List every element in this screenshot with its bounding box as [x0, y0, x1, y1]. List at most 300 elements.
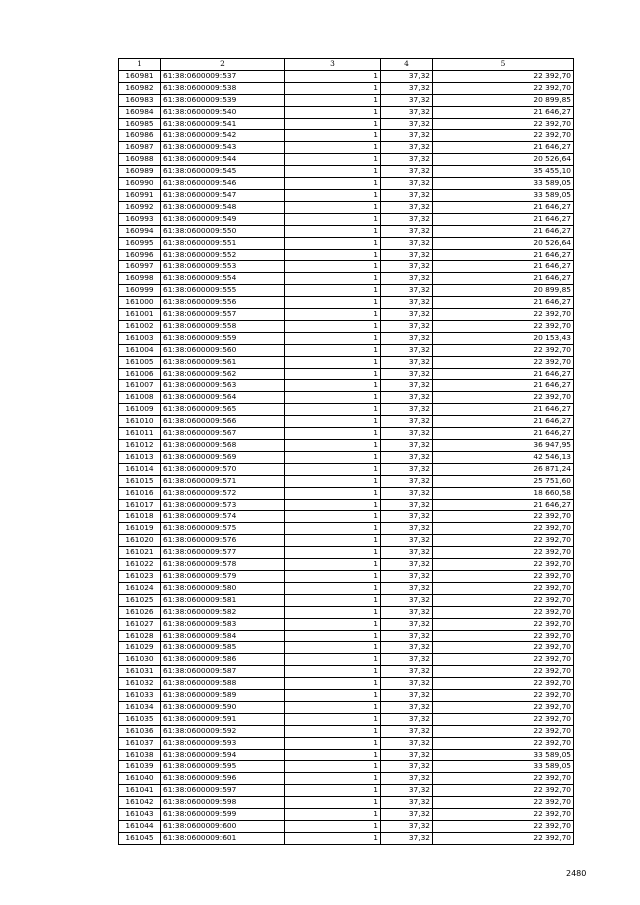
table-row: [119, 106, 574, 118]
value-cell: 22 392,70: [433, 344, 574, 356]
value-cell: 21 646,27: [433, 416, 574, 428]
count-cell: 1: [285, 463, 381, 475]
cadastral-number-cell: 61:38:0600009:557: [161, 309, 285, 321]
row-index-cell: 161029: [119, 642, 161, 654]
area-cell: 37,32: [381, 404, 433, 416]
table-row: [119, 701, 574, 713]
cadastral-number-cell: 61:38:0600009:585: [161, 642, 285, 654]
value-cell: 21 646,27: [433, 499, 574, 511]
cadastral-number-cell: 61:38:0600009:558: [161, 320, 285, 332]
row-index-cell: 161011: [119, 428, 161, 440]
cadastral-number-cell: 61:38:0600009:592: [161, 725, 285, 737]
value-cell: 21 646,27: [433, 201, 574, 213]
row-index-cell: 161027: [119, 618, 161, 630]
cadastral-number-cell: 61:38:0600009:573: [161, 499, 285, 511]
value-cell: 22 392,70: [433, 773, 574, 785]
cadastral-number-cell: 61:38:0600009:547: [161, 189, 285, 201]
table-row: [119, 749, 574, 761]
table-row: [119, 737, 574, 749]
table-row: [119, 273, 574, 285]
cadastral-number-cell: 61:38:0600009:568: [161, 440, 285, 452]
row-index-cell: 161000: [119, 297, 161, 309]
count-cell: 1: [285, 225, 381, 237]
cadastral-number-cell: 61:38:0600009:591: [161, 713, 285, 725]
count-cell: 1: [285, 499, 381, 511]
cadastral-number-cell: 61:38:0600009:579: [161, 570, 285, 582]
value-cell: 22 392,70: [433, 785, 574, 797]
count-cell: 1: [285, 701, 381, 713]
value-cell: 20 526,64: [433, 237, 574, 249]
area-cell: 37,32: [381, 309, 433, 321]
count-cell: 1: [285, 154, 381, 166]
count-cell: 1: [285, 725, 381, 737]
table-row: [119, 118, 574, 130]
table-row: [119, 678, 574, 690]
count-cell: 1: [285, 630, 381, 642]
row-index-cell: 161037: [119, 737, 161, 749]
count-cell: 1: [285, 261, 381, 273]
row-index-cell: 161032: [119, 678, 161, 690]
cadastral-number-cell: 61:38:0600009:552: [161, 249, 285, 261]
cadastral-number-cell: 61:38:0600009:584: [161, 630, 285, 642]
table-row: [119, 178, 574, 190]
cadastral-number-cell: 61:38:0600009:578: [161, 559, 285, 571]
value-cell: 22 392,70: [433, 392, 574, 404]
value-cell: 22 392,70: [433, 821, 574, 833]
value-cell: 22 392,70: [433, 630, 574, 642]
count-cell: 1: [285, 428, 381, 440]
area-cell: 37,32: [381, 785, 433, 797]
area-cell: 37,32: [381, 547, 433, 559]
cadastral-number-cell: 61:38:0600009:589: [161, 690, 285, 702]
count-cell: 1: [285, 297, 381, 309]
row-index-cell: 161007: [119, 380, 161, 392]
count-cell: 1: [285, 213, 381, 225]
table-row: [119, 725, 574, 737]
value-cell: 22 392,70: [433, 356, 574, 368]
value-cell: 22 392,70: [433, 309, 574, 321]
count-cell: 1: [285, 678, 381, 690]
count-cell: 1: [285, 761, 381, 773]
area-cell: 37,32: [381, 142, 433, 154]
cadastral-number-cell: 61:38:0600009:598: [161, 797, 285, 809]
value-cell: 22 392,70: [433, 618, 574, 630]
table-row: [119, 261, 574, 273]
count-cell: 1: [285, 690, 381, 702]
row-index-cell: 161031: [119, 666, 161, 678]
cadastral-number-cell: 61:38:0600009:594: [161, 749, 285, 761]
cadastral-number-cell: 61:38:0600009:561: [161, 356, 285, 368]
cadastral-number-cell: 61:38:0600009:543: [161, 142, 285, 154]
value-cell: 22 392,70: [433, 559, 574, 571]
column-header-5: 5: [433, 59, 574, 71]
table-row: [119, 475, 574, 487]
cadastral-number-cell: 61:38:0600009:538: [161, 82, 285, 94]
count-cell: 1: [285, 642, 381, 654]
area-cell: 37,32: [381, 94, 433, 106]
table-row: [119, 332, 574, 344]
row-index-cell: 161034: [119, 701, 161, 713]
value-cell: 25 751,60: [433, 475, 574, 487]
area-cell: 37,32: [381, 523, 433, 535]
value-cell: 22 392,70: [433, 570, 574, 582]
cadastral-number-cell: 61:38:0600009:565: [161, 404, 285, 416]
area-cell: 37,32: [381, 618, 433, 630]
area-cell: 37,32: [381, 630, 433, 642]
count-cell: 1: [285, 201, 381, 213]
value-cell: 18 660,58: [433, 487, 574, 499]
table-row: [119, 547, 574, 559]
area-cell: 37,32: [381, 451, 433, 463]
table-row: [119, 654, 574, 666]
column-header-1: 1: [119, 59, 161, 71]
row-index-cell: 161043: [119, 809, 161, 821]
count-cell: 1: [285, 273, 381, 285]
cadastral-number-cell: 61:38:0600009:554: [161, 273, 285, 285]
cadastral-number-cell: 61:38:0600009:580: [161, 582, 285, 594]
count-cell: 1: [285, 785, 381, 797]
table-body: [119, 70, 574, 844]
count-cell: 1: [285, 189, 381, 201]
count-cell: 1: [285, 737, 381, 749]
count-cell: 1: [285, 320, 381, 332]
area-cell: 37,32: [381, 428, 433, 440]
area-cell: 37,32: [381, 463, 433, 475]
table-row: [119, 297, 574, 309]
area-cell: 37,32: [381, 713, 433, 725]
area-cell: 37,32: [381, 725, 433, 737]
row-index-cell: 160988: [119, 154, 161, 166]
value-cell: 22 392,70: [433, 118, 574, 130]
table-row: [119, 356, 574, 368]
table-row: [119, 154, 574, 166]
column-header-3: 3: [285, 59, 381, 71]
table-row: [119, 618, 574, 630]
table-row: [119, 761, 574, 773]
data-table: [118, 58, 574, 845]
row-index-cell: 160984: [119, 106, 161, 118]
value-cell: 22 392,70: [433, 713, 574, 725]
row-index-cell: 161005: [119, 356, 161, 368]
value-cell: 35 455,10: [433, 166, 574, 178]
area-cell: 37,32: [381, 106, 433, 118]
count-cell: 1: [285, 451, 381, 463]
value-cell: 22 392,70: [433, 511, 574, 523]
cadastral-number-cell: 61:38:0600009:546: [161, 178, 285, 190]
table-row: [119, 249, 574, 261]
table-row: [119, 606, 574, 618]
cadastral-number-cell: 61:38:0600009:562: [161, 368, 285, 380]
value-cell: 22 392,70: [433, 70, 574, 82]
count-cell: 1: [285, 535, 381, 547]
area-cell: 37,32: [381, 809, 433, 821]
table-row: [119, 237, 574, 249]
count-cell: 1: [285, 94, 381, 106]
column-header-2: 2: [161, 59, 285, 71]
cadastral-number-cell: 61:38:0600009:571: [161, 475, 285, 487]
area-cell: 37,32: [381, 761, 433, 773]
table-row: [119, 487, 574, 499]
cadastral-number-cell: 61:38:0600009:542: [161, 130, 285, 142]
value-cell: 20 899,85: [433, 94, 574, 106]
table-row: [119, 320, 574, 332]
count-cell: 1: [285, 773, 381, 785]
count-cell: 1: [285, 832, 381, 844]
count-cell: 1: [285, 618, 381, 630]
value-cell: 22 392,70: [433, 320, 574, 332]
area-cell: 37,32: [381, 440, 433, 452]
count-cell: 1: [285, 594, 381, 606]
value-cell: 21 646,27: [433, 249, 574, 261]
table-row: [119, 523, 574, 535]
value-cell: 22 392,70: [433, 642, 574, 654]
cadastral-number-cell: 61:38:0600009:556: [161, 297, 285, 309]
value-cell: 22 392,70: [433, 82, 574, 94]
cadastral-number-cell: 61:38:0600009:566: [161, 416, 285, 428]
count-cell: 1: [285, 797, 381, 809]
row-index-cell: 161012: [119, 440, 161, 452]
area-cell: 37,32: [381, 642, 433, 654]
area-cell: 37,32: [381, 582, 433, 594]
row-index-cell: 161019: [119, 523, 161, 535]
row-index-cell: 161026: [119, 606, 161, 618]
cadastral-number-cell: 61:38:0600009:567: [161, 428, 285, 440]
row-index-cell: 160989: [119, 166, 161, 178]
value-cell: 22 392,70: [433, 130, 574, 142]
value-cell: 20 899,85: [433, 285, 574, 297]
area-cell: 37,32: [381, 499, 433, 511]
count-cell: 1: [285, 654, 381, 666]
value-cell: 20 526,64: [433, 154, 574, 166]
table-row: [119, 809, 574, 821]
count-cell: 1: [285, 106, 381, 118]
row-index-cell: 161039: [119, 761, 161, 773]
cadastral-number-cell: 61:38:0600009:570: [161, 463, 285, 475]
table-row: [119, 368, 574, 380]
row-index-cell: 161044: [119, 821, 161, 833]
cadastral-number-cell: 61:38:0600009:574: [161, 511, 285, 523]
value-cell: 21 646,27: [433, 368, 574, 380]
row-index-cell: 161022: [119, 559, 161, 571]
table-row: [119, 309, 574, 321]
table-row: [119, 773, 574, 785]
area-cell: 37,32: [381, 797, 433, 809]
cadastral-number-cell: 61:38:0600009:575: [161, 523, 285, 535]
area-cell: 37,32: [381, 821, 433, 833]
row-index-cell: 161033: [119, 690, 161, 702]
count-cell: 1: [285, 559, 381, 571]
area-cell: 37,32: [381, 356, 433, 368]
row-index-cell: 161018: [119, 511, 161, 523]
row-index-cell: 161008: [119, 392, 161, 404]
table-row: [119, 201, 574, 213]
table-row: [119, 166, 574, 178]
table-row: [119, 380, 574, 392]
value-cell: 22 392,70: [433, 690, 574, 702]
count-cell: 1: [285, 713, 381, 725]
count-cell: 1: [285, 249, 381, 261]
area-cell: 37,32: [381, 570, 433, 582]
cadastral-number-cell: 61:38:0600009:549: [161, 213, 285, 225]
table-row: [119, 594, 574, 606]
table-row: [119, 225, 574, 237]
count-cell: 1: [285, 511, 381, 523]
cadastral-number-cell: 61:38:0600009:576: [161, 535, 285, 547]
cadastral-number-cell: 61:38:0600009:600: [161, 821, 285, 833]
count-cell: 1: [285, 416, 381, 428]
row-index-cell: 161003: [119, 332, 161, 344]
table-row: [119, 570, 574, 582]
row-index-cell: 160983: [119, 94, 161, 106]
row-index-cell: 160993: [119, 213, 161, 225]
cadastral-number-cell: 61:38:0600009:595: [161, 761, 285, 773]
table-row: [119, 666, 574, 678]
area-cell: 37,32: [381, 178, 433, 190]
table-row: [119, 344, 574, 356]
area-cell: 37,32: [381, 189, 433, 201]
cadastral-number-cell: 61:38:0600009:540: [161, 106, 285, 118]
table-row: [119, 642, 574, 654]
area-cell: 37,32: [381, 654, 433, 666]
cadastral-number-cell: 61:38:0600009:551: [161, 237, 285, 249]
cadastral-number-cell: 61:38:0600009:582: [161, 606, 285, 618]
row-index-cell: 161035: [119, 713, 161, 725]
count-cell: 1: [285, 166, 381, 178]
area-cell: 37,32: [381, 678, 433, 690]
count-cell: 1: [285, 606, 381, 618]
area-cell: 37,32: [381, 701, 433, 713]
table-row: [119, 392, 574, 404]
area-cell: 37,32: [381, 344, 433, 356]
column-header-4: 4: [381, 59, 433, 71]
count-cell: 1: [285, 356, 381, 368]
value-cell: 22 392,70: [433, 654, 574, 666]
area-cell: 37,32: [381, 737, 433, 749]
value-cell: 22 392,70: [433, 725, 574, 737]
count-cell: 1: [285, 142, 381, 154]
table-row: [119, 70, 574, 82]
value-cell: 22 392,70: [433, 701, 574, 713]
count-cell: 1: [285, 582, 381, 594]
table-row: [119, 213, 574, 225]
value-cell: 21 646,27: [433, 428, 574, 440]
row-index-cell: 161020: [119, 535, 161, 547]
cadastral-number-cell: 61:38:0600009:587: [161, 666, 285, 678]
row-index-cell: 160992: [119, 201, 161, 213]
table-row: [119, 821, 574, 833]
value-cell: 21 646,27: [433, 213, 574, 225]
table-row: [119, 142, 574, 154]
value-cell: 21 646,27: [433, 106, 574, 118]
area-cell: 37,32: [381, 690, 433, 702]
cadastral-number-cell: 61:38:0600009:559: [161, 332, 285, 344]
value-cell: 33 589,05: [433, 178, 574, 190]
area-cell: 37,32: [381, 166, 433, 178]
row-index-cell: 161016: [119, 487, 161, 499]
table-row: [119, 797, 574, 809]
area-cell: 37,32: [381, 380, 433, 392]
table-row: [119, 404, 574, 416]
cadastral-number-cell: 61:38:0600009:560: [161, 344, 285, 356]
row-index-cell: 161036: [119, 725, 161, 737]
table-row: [119, 511, 574, 523]
count-cell: 1: [285, 118, 381, 130]
count-cell: 1: [285, 487, 381, 499]
row-index-cell: 161040: [119, 773, 161, 785]
area-cell: 37,32: [381, 285, 433, 297]
area-cell: 37,32: [381, 237, 433, 249]
area-cell: 37,32: [381, 273, 433, 285]
table-row: [119, 416, 574, 428]
table-row: [119, 499, 574, 511]
area-cell: 37,32: [381, 511, 433, 523]
count-cell: 1: [285, 440, 381, 452]
area-cell: 37,32: [381, 261, 433, 273]
value-cell: 22 392,70: [433, 523, 574, 535]
row-index-cell: 161038: [119, 749, 161, 761]
count-cell: 1: [285, 332, 381, 344]
value-cell: 21 646,27: [433, 142, 574, 154]
area-cell: 37,32: [381, 130, 433, 142]
value-cell: 21 646,27: [433, 273, 574, 285]
count-cell: 1: [285, 570, 381, 582]
value-cell: 22 392,70: [433, 582, 574, 594]
cadastral-number-cell: 61:38:0600009:601: [161, 832, 285, 844]
area-cell: 37,32: [381, 154, 433, 166]
count-cell: 1: [285, 392, 381, 404]
row-index-cell: 161023: [119, 570, 161, 582]
count-cell: 1: [285, 821, 381, 833]
cadastral-number-cell: 61:38:0600009:564: [161, 392, 285, 404]
row-index-cell: 160997: [119, 261, 161, 273]
count-cell: 1: [285, 178, 381, 190]
row-index-cell: 160981: [119, 70, 161, 82]
area-cell: 37,32: [381, 82, 433, 94]
area-cell: 37,32: [381, 368, 433, 380]
cadastral-number-cell: 61:38:0600009:569: [161, 451, 285, 463]
cadastral-number-cell: 61:38:0600009:572: [161, 487, 285, 499]
area-cell: 37,32: [381, 416, 433, 428]
table-row: [119, 285, 574, 297]
row-index-cell: 161028: [119, 630, 161, 642]
cadastral-number-cell: 61:38:0600009:583: [161, 618, 285, 630]
row-index-cell: 161041: [119, 785, 161, 797]
row-index-cell: 160999: [119, 285, 161, 297]
area-cell: 37,32: [381, 832, 433, 844]
row-index-cell: 161006: [119, 368, 161, 380]
area-cell: 37,32: [381, 320, 433, 332]
row-index-cell: 161013: [119, 451, 161, 463]
count-cell: 1: [285, 309, 381, 321]
area-cell: 37,32: [381, 213, 433, 225]
table-row: [119, 832, 574, 844]
row-index-cell: 160987: [119, 142, 161, 154]
table-row: [119, 535, 574, 547]
row-index-cell: 160985: [119, 118, 161, 130]
row-index-cell: 161014: [119, 463, 161, 475]
row-index-cell: 161004: [119, 344, 161, 356]
table-row: [119, 713, 574, 725]
table-row: [119, 428, 574, 440]
area-cell: 37,32: [381, 249, 433, 261]
value-cell: 22 392,70: [433, 737, 574, 749]
row-index-cell: 161002: [119, 320, 161, 332]
cadastral-number-cell: 61:38:0600009:599: [161, 809, 285, 821]
row-index-cell: 161001: [119, 309, 161, 321]
value-cell: 21 646,27: [433, 404, 574, 416]
page-number: 2480: [566, 869, 587, 878]
row-index-cell: 161017: [119, 499, 161, 511]
